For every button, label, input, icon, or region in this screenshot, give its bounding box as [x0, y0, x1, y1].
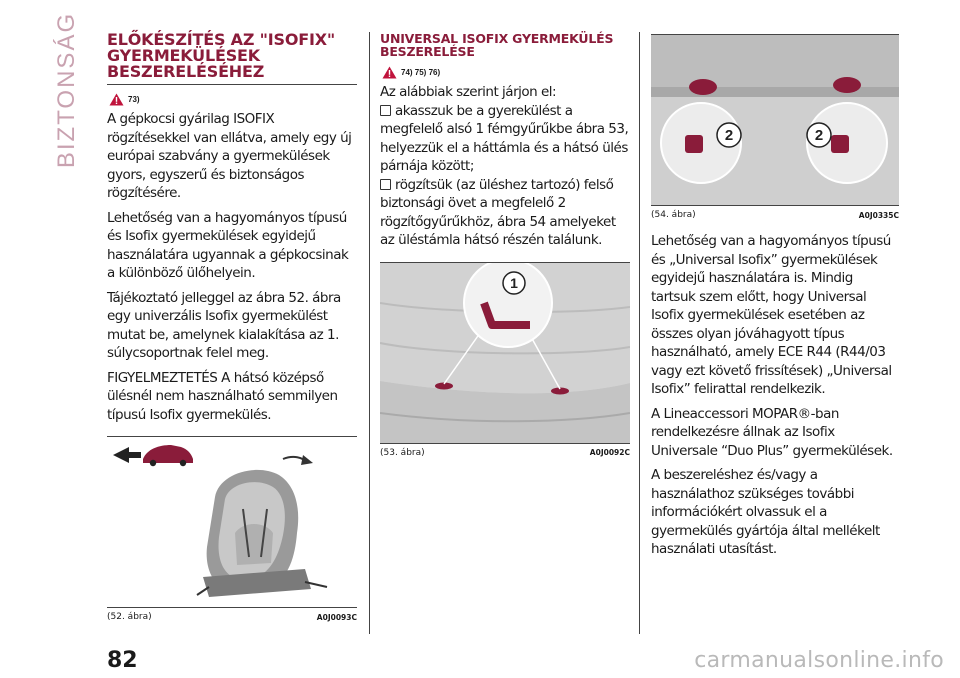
figure-caption-label: (54. ábra)	[651, 210, 696, 220]
figure-54-image	[651, 35, 899, 205]
figure-caption-label: (53. ábra)	[380, 447, 425, 458]
section-title-universal-isofix: UNIVERSAL ISOFIX GYERMEKÜLÉS BESZERELÉSE	[380, 31, 614, 59]
figure-54-caption	[651, 206, 899, 220]
seat-anchor-illustration	[380, 263, 630, 443]
figure-53	[380, 262, 630, 444]
callout-2-left: 2	[724, 127, 734, 144]
figure-code: A0J0093C	[316, 612, 357, 622]
column-divider-2	[639, 32, 640, 634]
checkbox-bullet-icon	[380, 179, 391, 190]
checkbox-bullet-icon	[380, 105, 391, 116]
title-rule	[107, 84, 357, 85]
paragraph: A gépkocsi gyárilag ISOFIX rögzítésekkel van ellátva, amely egy új európai szabvány a gyermekülések gyors, egyszerű és biztonságos rögzítésére.	[107, 111, 352, 201]
figure-52	[107, 436, 357, 608]
figure-54	[651, 34, 899, 206]
column-left	[107, 32, 357, 622]
warning-ref-number: 73)	[128, 95, 140, 104]
paragraph-intro: Az alábbiak szerint járjon el:	[380, 84, 557, 100]
paragraph: A Lineaccessori MOPAR®-ban rendelkezésre állnak az Isofix Universale “Duo Plus” gyermekülések.	[651, 405, 893, 459]
column-middle	[380, 32, 630, 458]
paragraph: A beszereléshez és/vagy a használathoz szükséges további információkért olvassuk el a gyermekülés gyártója által mellékelt használati utasítást.	[651, 467, 880, 557]
column-right	[651, 32, 899, 565]
page-number: 82	[107, 648, 138, 673]
callout-1: 1	[510, 274, 518, 291]
bullet-item	[380, 176, 630, 250]
child-seat-illustration	[107, 437, 357, 607]
warning-ref-number: 74) 75) 76)	[401, 68, 441, 77]
watermark: carmanualsonline.info	[694, 648, 944, 673]
top-tether-illustration	[651, 35, 899, 205]
figure-53-caption	[380, 444, 630, 458]
figure-code: A0J0092C	[589, 448, 630, 457]
figure-53-image	[380, 263, 630, 443]
figure-52-image	[107, 437, 357, 607]
column-divider-1	[369, 32, 370, 634]
section-side-tab-label: BIZTONSÁG	[53, 11, 80, 169]
figure-52-caption	[107, 608, 357, 622]
paragraph-warning-note: FIGYELMEZTETÉS A hátsó középső ülésnél nem használható semmilyen típusú Isofix gyermekülés.	[107, 369, 338, 423]
warning-triangle-icon	[382, 66, 397, 79]
bullet-text: rögzítsük (az üléshez tartozó) felső biztonsági övet a megfelelő 2 rögzítőgyűrűkhöz, ábra 54 amelyeket az üléstámla hátsó részén találunk.	[380, 176, 616, 248]
paragraph: Tájékoztató jelleggel az ábra 52. ábra egy univerzális Isofix gyermekülést mutat be, amelynek kialakítása az 1. súlycsoportnak felel meg.	[107, 289, 341, 361]
bullet-text: akasszuk be a gyerekülést a megfelelő alsó 1 fémgyűrűkbe ábra 53, helyezzük el a háttámla és a hátsó ülés párnája között;	[380, 102, 629, 174]
warning-reference	[109, 93, 357, 106]
warning-reference	[382, 66, 630, 79]
callout-2-right: 2	[814, 127, 824, 144]
bullet-item	[380, 102, 630, 176]
figure-caption-label: (52. ábra)	[107, 612, 152, 622]
warning-triangle-icon	[109, 93, 124, 106]
section-side-tab	[52, 11, 82, 169]
section-title-isofix-prep: ELŐKÉSZÍTÉS AZ "ISOFIX" GYERMEKÜLÉSEK BESZERELÉSÉHEZ	[107, 30, 335, 81]
paragraph: Lehetőség van a hagyományos típusú és „Universal Isofix” gyermekülések egyidejű használatára is. Mindig tartsuk szem előtt, hogy Universal Isofix gyermekülések esetében az összes olyan jóváhagyott típus használható, amely ECE R44 (R44/03 vagy ezt követő frissítések) „Universal Isofix” felirattal rendelkezik.	[651, 233, 892, 397]
figure-code: A0J0335C	[858, 210, 899, 220]
paragraph: Lehetőség van a hagyományos típusú és Isofix gyermekülések egyidejű használatára ugyannak a gépkocsinak a különböző ülőhelyein.	[107, 209, 349, 281]
